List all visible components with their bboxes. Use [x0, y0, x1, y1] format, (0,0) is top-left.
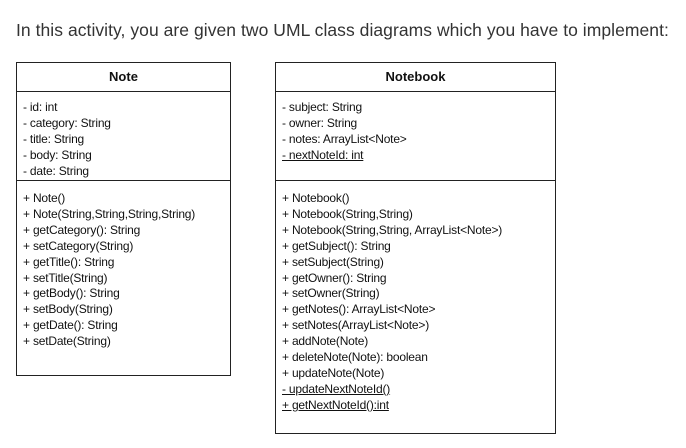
- operation-line: + getBody(): String: [23, 286, 120, 301]
- operation-line: + setBody(String): [23, 302, 113, 317]
- attributes-compartment: [276, 92, 555, 181]
- operation-line: + setCategory(String): [23, 238, 134, 253]
- operation-line: + getNextNoteId():int: [282, 397, 389, 412]
- attribute-line: - subject: String: [282, 100, 362, 114]
- attribute-line: - category: String: [23, 115, 111, 130]
- operation-line: + getCategory(): String: [23, 222, 141, 237]
- attribute-line: - notes: ArrayList<Note>: [282, 131, 407, 146]
- attribute-line: - title: String: [23, 131, 85, 146]
- activity-instructions: In this activity, you are given two UML class diagrams which you have to implement:: [16, 20, 669, 40]
- operation-line: + setDate(String): [23, 334, 111, 349]
- attribute-line: - id: int: [23, 100, 58, 114]
- operation-line: + Notebook(String,String, ArrayList<Note>): [282, 222, 503, 237]
- attributes-compartment: [17, 92, 230, 181]
- operation-line: + setTitle(String): [23, 270, 108, 285]
- operation-line: + updateNote(Note): [282, 365, 385, 380]
- class-name: Notebook: [276, 63, 555, 92]
- operations-compartment: [276, 181, 555, 414]
- operation-line: + setSubject(String): [282, 254, 384, 269]
- operation-line: + getTitle(): String: [23, 254, 115, 269]
- note-class-box: [16, 62, 231, 376]
- operation-line: - updateNextNoteId(): [282, 381, 391, 396]
- notebook-class-box: [275, 62, 556, 434]
- operation-line: + addNote(Note): [282, 334, 369, 349]
- operation-line: + getNotes(): ArrayList<Note>: [282, 302, 436, 317]
- operation-line: + setOwner(String): [282, 286, 380, 301]
- operation-line: + getOwner(): String: [282, 270, 387, 285]
- attribute-line: - nextNoteId: int: [282, 147, 364, 162]
- operations-compartment: [17, 181, 230, 350]
- attribute-line: - body: String: [23, 147, 92, 162]
- operation-line: + Notebook(): [282, 191, 350, 205]
- operation-line: + Note(String,String,String,String): [23, 206, 196, 221]
- operation-line: + getDate(): String: [23, 318, 118, 333]
- attribute-line: - owner: String: [282, 115, 358, 130]
- class-name: Note: [17, 63, 230, 92]
- operation-line: + Notebook(String,String): [282, 206, 413, 221]
- operation-line: + Note(): [23, 191, 66, 205]
- operation-line: + getSubject(): String: [282, 238, 391, 253]
- operation-line: + setNotes(ArrayList<Note>): [282, 318, 429, 333]
- attribute-line: - date: String: [23, 163, 89, 178]
- operation-line: + deleteNote(Note): boolean: [282, 350, 428, 365]
